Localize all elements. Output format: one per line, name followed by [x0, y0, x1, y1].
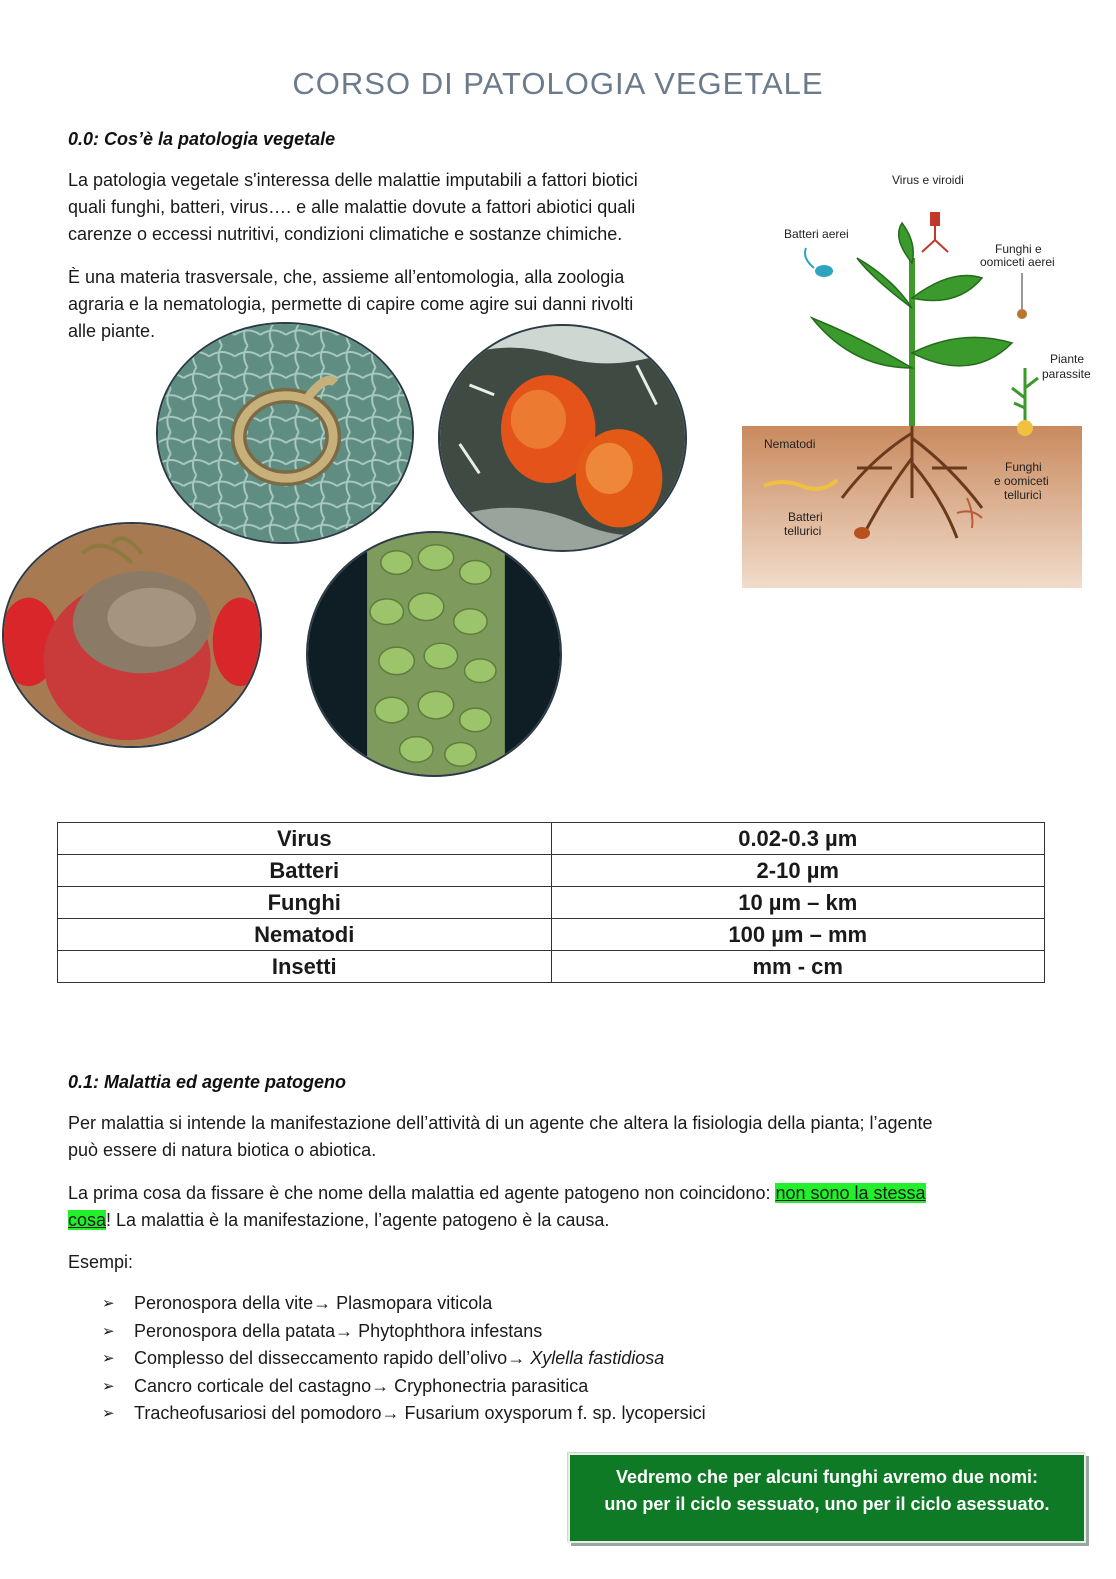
- plant-pathogens-diagram: [742, 168, 1102, 588]
- examples-list: [102, 1290, 706, 1428]
- tomato-photo: [438, 324, 687, 552]
- text-line: può essere di natura biotica o abiotica.: [68, 1140, 377, 1160]
- arrow-icon: →: [335, 1320, 354, 1341]
- disease-name: Complesso del disseccamento rapido dell’olivo: [134, 1348, 508, 1368]
- label-soil-fungi-1: Funghi: [1005, 460, 1042, 474]
- example-text: [134, 1290, 492, 1318]
- text-line: carenze o eccessi nutritivi, condizioni climatiche e sostanze chimiche.: [68, 224, 623, 244]
- arrow-icon: →: [381, 1403, 400, 1423]
- label-nematodes: Nematodi: [764, 437, 816, 451]
- agent-name: Phytophthora infestans: [358, 1320, 543, 1341]
- section0-paragraph-1: [68, 167, 728, 248]
- arrow-icon: →: [371, 1375, 390, 1396]
- agent-name: Plasmopara viticola: [336, 1293, 493, 1313]
- disease-name: Tracheofusariosi del pomodoro: [134, 1403, 382, 1423]
- size-cell: mm - cm: [551, 951, 1045, 983]
- examples-label: Esempi:: [68, 1252, 134, 1272]
- section-heading-0: 0.0: Cos’è la patologia vegetale: [68, 129, 336, 149]
- list-item: [102, 1345, 706, 1373]
- text-line: La patologia vegetale s'interessa delle malattie imputabili a fattori biotici: [68, 170, 638, 190]
- label-soil-bacteria-2: tellurici: [784, 524, 822, 538]
- agent-name: Fusarium oxysporum f. sp. lycopersici: [404, 1403, 706, 1423]
- arrowhead-bullet-icon: ➢: [102, 1377, 115, 1395]
- agent-cell: Nematodi: [58, 919, 552, 951]
- example-text: [134, 1318, 542, 1346]
- label-bacteria-aerial: Batteri aerei: [784, 227, 849, 241]
- label-parasitic-2: parassite: [1042, 367, 1091, 381]
- nematode-photo: [156, 322, 414, 544]
- section1-paragraph-1: [68, 1110, 1068, 1164]
- list-item: [102, 1373, 706, 1401]
- arrowhead-bullet-icon: ➢: [102, 1322, 115, 1340]
- label-soil-fungi-3: telluricì: [1004, 488, 1043, 502]
- text-line: alle piante.: [68, 321, 156, 341]
- arrowhead-bullet-icon: ➢: [102, 1295, 115, 1312]
- arrowhead-bullet-icon: ➢: [102, 1350, 115, 1367]
- size-cell: 2-10 µm: [551, 855, 1045, 887]
- text-line: È una materia trasversale, che, assieme all’entomologia, alla zoologia: [68, 267, 625, 287]
- label-fungi-aerial-1: Funghi e: [995, 242, 1042, 256]
- label-fungi-aerial-2: oomiceti aerei: [980, 255, 1055, 269]
- label-soil-bacteria-1: Batteri: [788, 510, 823, 524]
- table-row: [58, 951, 1045, 983]
- text-segment: ! La malattia è la manifestazione, l’agente patogeno è la causa.: [106, 1210, 610, 1230]
- section-heading-1: 0.1: Malattia ed agente patogeno: [68, 1072, 347, 1092]
- disease-name: Peronospora della patata: [134, 1320, 336, 1341]
- size-cell: 0.02-0.3 µm: [551, 823, 1045, 855]
- highlighted-text: non sono la stessa: [775, 1183, 926, 1203]
- note-box: [568, 1453, 1086, 1543]
- section0-paragraph-2: [68, 264, 728, 345]
- section1-paragraph-2: [68, 1180, 1068, 1234]
- text-line: [68, 1180, 1068, 1207]
- arrowhead-bullet-icon: ➢: [102, 1405, 115, 1422]
- virus-icon: [922, 212, 948, 252]
- agent-name: Cryphonectria parasitica: [394, 1375, 589, 1396]
- highlighted-text: cosa: [68, 1210, 107, 1230]
- page-title: CORSO DI PATOLOGIA VEGETALE: [292, 66, 824, 101]
- text-line: Per malattia si intende la manifestazione dell’attività di un agente che altera la fisiologia della pianta; l’agente: [68, 1113, 933, 1133]
- label-virus: Virus e viroidi: [892, 173, 964, 187]
- agent-cell: Insetti: [58, 951, 552, 983]
- text-line: agraria e la nematologia, permette di capire come agire sui danni rivolti: [68, 294, 634, 314]
- example-text: [134, 1345, 664, 1373]
- table-row: [58, 823, 1045, 855]
- agent-cell: Batteri: [58, 855, 552, 887]
- text-line: quali funghi, batteri, virus…. e alle malattie dovute a fattori abiotici quali: [68, 197, 636, 217]
- size-cell: 10 µm – km: [551, 887, 1045, 919]
- label-parasitic-1: Piante: [1050, 352, 1085, 366]
- example-text: [134, 1400, 706, 1428]
- parasitic-plant-icon: [1012, 368, 1038, 426]
- disease-name: Peronospora della vite: [134, 1293, 314, 1313]
- arrow-icon: →: [313, 1293, 332, 1313]
- bacteria-icon: [815, 265, 833, 277]
- table-row: [58, 855, 1045, 887]
- arrow-icon: →: [507, 1348, 526, 1368]
- list-item: [102, 1400, 706, 1428]
- agent-cell: Funghi: [58, 887, 552, 919]
- note-line-1: Vedremo che per alcuni funghi avremo due nomi:: [615, 1467, 1039, 1487]
- disease-name: Cancro corticale del castagno: [134, 1375, 372, 1396]
- table-row: [58, 887, 1045, 919]
- fungus-icon: [1017, 309, 1027, 319]
- list-item: [102, 1318, 706, 1346]
- agent-cell: Virus: [58, 823, 552, 855]
- agent-name: Xylella fastidiosa: [530, 1348, 665, 1368]
- table-row: [58, 919, 1045, 951]
- soil-bacteria-icon: [854, 527, 870, 539]
- list-item: [102, 1290, 706, 1318]
- example-text: [134, 1373, 588, 1401]
- text-segment: La prima cosa da fissare è che nome della malattia ed agente patogeno non coincidono:: [68, 1183, 776, 1203]
- note-line-2: uno per il ciclo sessuato, uno per il ciclo asessuato.: [604, 1494, 1050, 1514]
- label-soil-fungi-2: e oomiceti: [994, 474, 1049, 488]
- strawberry-photo: [2, 522, 262, 748]
- pathogen-size-table: [57, 822, 1045, 983]
- aphids-photo: [306, 531, 562, 777]
- size-cell: 100 µm – mm: [551, 919, 1045, 951]
- text-line: [68, 1207, 1068, 1234]
